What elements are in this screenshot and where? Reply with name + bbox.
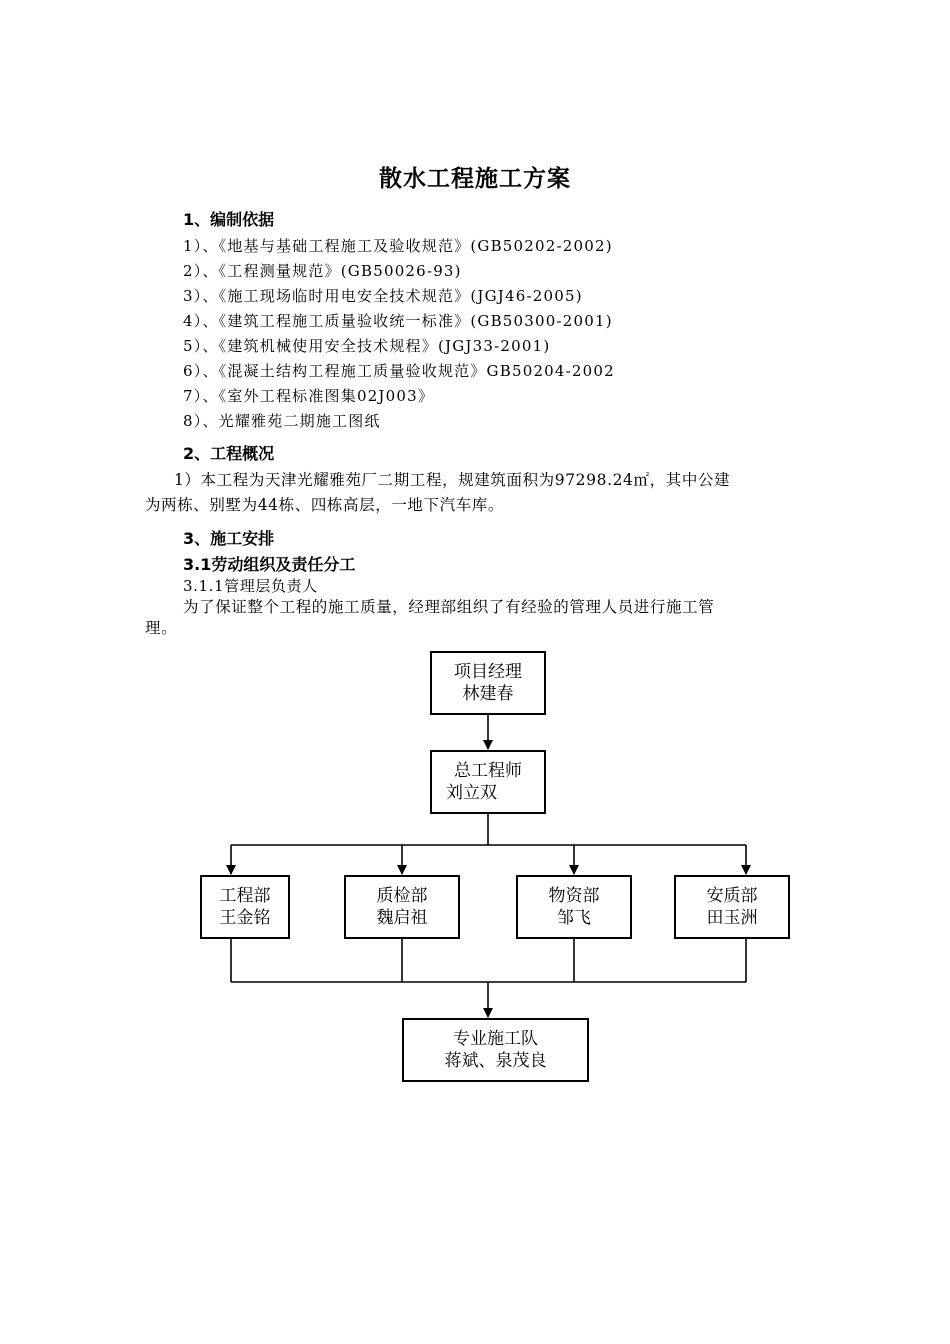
org-role: 质检部: [376, 886, 428, 906]
subsection-3-1-1-heading: 3.1.1管理层负责人: [183, 577, 318, 595]
org-person: 邹飞: [557, 908, 591, 928]
org-box-safety-dept: [674, 875, 790, 939]
org-role: 工程部: [219, 886, 271, 906]
subsection-3-1-heading: 3.1劳动组织及责任分工: [183, 555, 356, 574]
overview-line-2: 为两栋、别墅为44栋、四栋高层，一地下汽车库。: [145, 496, 505, 514]
org-role: 专业施工队: [453, 1029, 538, 1049]
org-role: 总工程师: [454, 761, 522, 781]
org-role: 项目经理: [454, 662, 522, 682]
org-box-quality-dept: [344, 875, 460, 939]
reference-item: 7）、《室外工程标准图集02J003》: [183, 387, 435, 405]
org-person: 蒋斌、泉茂良: [444, 1051, 547, 1071]
reference-item: 6）、《混凝土结构工程施工质量验收规范》GB50204-2002: [183, 362, 615, 380]
reference-item: 4）、《建筑工程施工质量验收统一标准》(GB50300-2001): [183, 312, 613, 330]
org-box-project-manager: [430, 651, 546, 715]
page-title: 散水工程施工方案: [379, 166, 571, 192]
reference-item: 1）、《地基与基础工程施工及验收规范》(GB50202-2002): [183, 237, 613, 255]
org-box-chief-engineer: [430, 750, 546, 814]
section-1-heading: 1、编制依据: [183, 210, 275, 229]
section-3-heading: 3、施工安排: [183, 529, 275, 548]
org-box-materials-dept: [516, 875, 632, 939]
reference-item: 2）、《工程测量规范》(GB50026-93): [183, 262, 462, 280]
arrangement-line-2: 理。: [145, 619, 178, 637]
section-2-heading: 2、工程概况: [183, 444, 275, 463]
overview-line-1: 1）本工程为天津光耀雅苑厂二期工程，规建筑面积为97298.24㎡，其中公建: [174, 471, 731, 489]
arrangement-line-1: 为了保证整个工程的施工质量，经理部组织了有经验的管理人员进行施工管: [183, 598, 715, 616]
reference-item: 8）、光耀雅苑二期施工图纸: [183, 412, 381, 430]
org-box-construction-team: [402, 1018, 589, 1082]
org-person: 魏启祖: [376, 908, 428, 928]
org-person: 林建春: [462, 684, 514, 704]
org-box-engineering-dept: [200, 875, 290, 939]
reference-item: 5）、《建筑机械使用安全技术规程》(JGJ33-2001): [183, 337, 551, 355]
org-role: 安质部: [706, 886, 758, 906]
org-person: 刘立双: [446, 783, 497, 803]
org-role: 物资部: [548, 886, 600, 906]
reference-item: 3）、《施工现场临时用电安全技术规范》(JGJ46-2005): [183, 287, 583, 305]
org-person: 田玉洲: [706, 908, 758, 928]
org-person: 王金铭: [219, 908, 271, 928]
